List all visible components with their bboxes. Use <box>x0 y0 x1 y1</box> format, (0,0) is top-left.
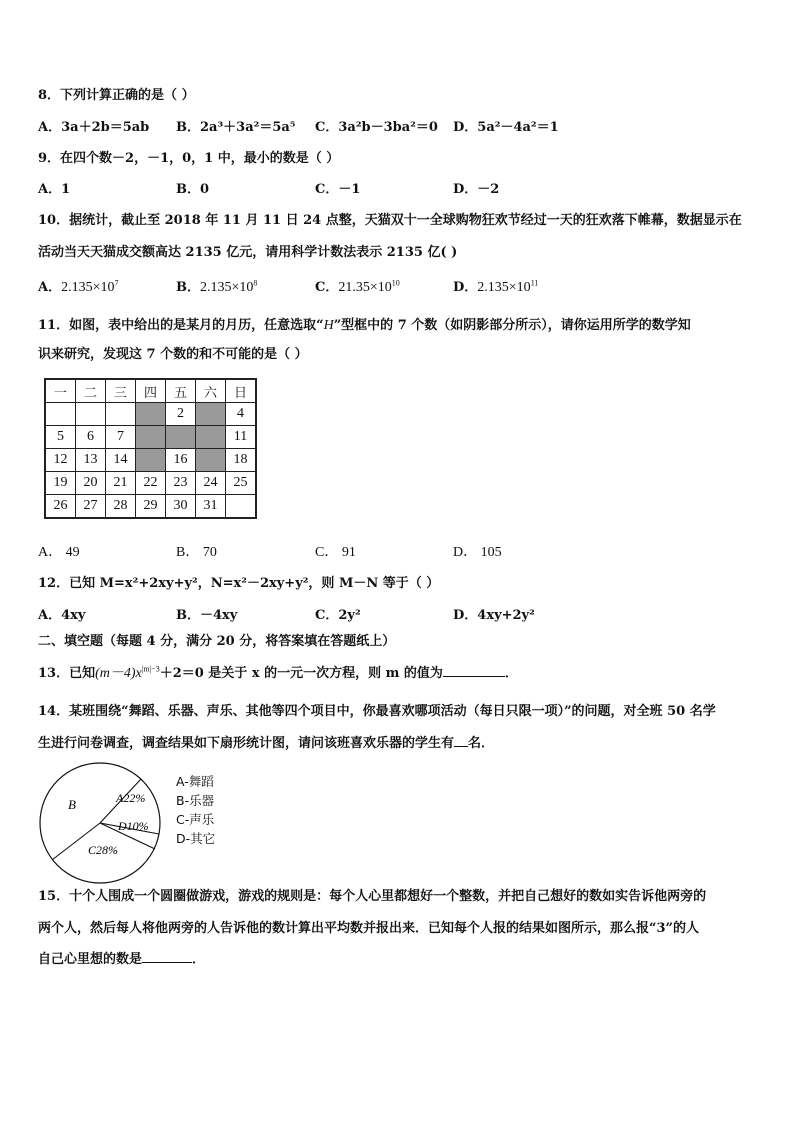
calendar-cell: 31 <box>196 495 226 519</box>
q10-option-b: B．$2.135\times 10^8$ <box>176 278 258 295</box>
calendar-cell: 21 <box>106 472 136 495</box>
calendar-cell: 23 <box>166 472 196 495</box>
legend-item: C-声乐 <box>176 812 215 827</box>
calendar-cell <box>76 403 106 426</box>
calendar-cell-shaded <box>136 426 166 449</box>
calendar-cell-shaded <box>136 449 166 472</box>
calendar-header-cell: 一 <box>45 379 76 403</box>
q14-answer-blank[interactable] <box>454 734 468 747</box>
q12-option-d: D．4xy+2y² <box>453 608 535 623</box>
q11-option-b: B． 70 <box>176 545 217 560</box>
calendar-cell: 13 <box>76 449 106 472</box>
legend-item: D-其它 <box>176 831 216 846</box>
q13-stem: 13．已知$(m-4)x^{|m|-3}+2=0$ 是关于 x 的一元一次方程，则 m 的值为 ． <box>38 664 518 681</box>
calendar-header-cell: 三 <box>106 379 136 403</box>
calendar-cell: 30 <box>166 495 196 519</box>
pie-legend <box>176 772 215 848</box>
q9-option-d: D．－2 <box>453 182 500 197</box>
calendar-cell-shaded <box>136 403 166 426</box>
q15-answer-blank[interactable] <box>142 950 192 963</box>
q11-option-d: D． 105 <box>453 545 502 560</box>
calendar-cell: 26 <box>45 495 76 519</box>
calendar-header-cell: 五 <box>166 379 196 403</box>
calendar-table <box>44 378 257 519</box>
calendar-cell: 2 <box>166 403 196 426</box>
q11-stem-line2: 识来研究，发现这 7 个数的和不可能的是（ ） <box>38 347 308 362</box>
calendar-cell <box>226 495 257 519</box>
calendar-cell: 22 <box>136 472 166 495</box>
calendar-header-cell: 六 <box>196 379 226 403</box>
calendar-cell: 25 <box>226 472 257 495</box>
calendar-cell-shaded <box>196 403 226 426</box>
q12-stem: 12．已知 M=x²+2xy+y²，N=x²－2xy+y²，则 M－N 等于（ ） <box>38 576 440 591</box>
calendar-cell: 16 <box>166 449 196 472</box>
q8-option-a: A．3a＋2b＝5ab <box>38 120 150 135</box>
q12-option-c: C．2y² <box>315 608 361 623</box>
calendar-cell: 29 <box>136 495 166 519</box>
legend-item: B-乐器 <box>176 793 215 808</box>
pie-chart <box>38 761 162 885</box>
q10-stem-line1: 10．据统计，截止至 2018 年 11 月 11 日 24 点整，天猫双十一全球购物狂欢节经过一天的狂欢落下帷幕，数据显示在 <box>38 213 742 228</box>
pie-label-b: B <box>68 797 76 812</box>
calendar-cell: 4 <box>226 403 257 426</box>
calendar-cell: 6 <box>76 426 106 449</box>
calendar-header-cell: 日 <box>226 379 257 403</box>
q11-stem-line1: 11．如图，表中给出的是某月的月历，任意选取“H”型框中的 7 个数（如阴影部分所示），请你运用所学的数学知 <box>38 318 691 333</box>
calendar-cell: 19 <box>45 472 76 495</box>
q15-stem-line3: 自己心里想的数是 ． <box>38 952 206 967</box>
calendar-cell: 14 <box>106 449 136 472</box>
calendar-cell: 12 <box>45 449 76 472</box>
q8-stem: 8．下列计算正确的是（ ） <box>38 88 195 103</box>
q15-stem-line2: 两个人，然后每人将他两旁的人告诉他的数计算出平均数并报出来．已知每个人报的结果如图所示，那么报“3”的人 <box>38 921 700 936</box>
calendar-cell: 28 <box>106 495 136 519</box>
calendar-cell: 24 <box>196 472 226 495</box>
q12-option-b: B．－4xy <box>176 608 238 623</box>
q14-stem-line1: 14．某班围绕“舞蹈、乐器、声乐、其他等四个项目中，你最喜欢哪项活动（每日只限一项）”的问题，对全班 50 名学 <box>38 704 716 719</box>
q8-option-d: D．5a²－4a²＝1 <box>453 120 559 135</box>
calendar-header-cell: 四 <box>136 379 166 403</box>
q12-option-a: A．4xy <box>38 608 86 623</box>
q11-option-c: C． 91 <box>315 545 356 560</box>
calendar-cell: 11 <box>226 426 257 449</box>
calendar-cell-shaded <box>196 449 226 472</box>
q9-stem: 9．在四个数－2，－1，0，1 中，最小的数是（ ） <box>38 151 340 166</box>
pie-label-a: A22% <box>116 791 146 805</box>
q11-option-a: A． 49 <box>38 545 80 560</box>
q10-option-d: D．$2.135\times 10^{11}$ <box>453 278 539 295</box>
q10-option-a: A．$2.135\times 10^7$ <box>38 278 119 295</box>
calendar-cell: 18 <box>226 449 257 472</box>
legend-item: A-舞蹈 <box>176 774 214 789</box>
calendar-cell: 5 <box>45 426 76 449</box>
q13-answer-blank[interactable] <box>443 664 505 677</box>
q9-option-b: B．0 <box>176 182 210 197</box>
calendar-cell <box>106 403 136 426</box>
calendar-cell-shaded <box>166 426 196 449</box>
calendar-header-cell: 二 <box>76 379 106 403</box>
calendar-cell <box>45 403 76 426</box>
q8-option-b: B．2a³＋3a²＝5a⁵ <box>176 120 296 135</box>
q9-option-a: A．1 <box>38 182 71 197</box>
q9-option-c: C．－1 <box>315 182 361 197</box>
section-heading-fill-blank: 二、填空题（每题 4 分，满分 20 分，将答案填在答题纸上） <box>38 634 396 649</box>
pie-label-c: C28% <box>88 843 118 857</box>
q10-stem-line2: 活动当天天猫成交额高达 2135 亿元，请用科学计数法表示 2135 亿( ) <box>38 245 458 260</box>
calendar-cell-shaded <box>196 426 226 449</box>
q14-stem-line2: 生进行问卷调查，调查结果如下扇形统计图，请问该班喜欢乐器的学生有 名． <box>38 736 495 751</box>
calendar-cell: 27 <box>76 495 106 519</box>
q15-stem-line1: 15．十个人围成一个圆圈做游戏，游戏的规则是：每个人心里都想好一个整数，并把自己想好的数如实告诉他两旁的 <box>38 889 707 904</box>
calendar-cell: 20 <box>76 472 106 495</box>
q8-option-c: C．3a²b－3ba²＝0 <box>315 120 438 135</box>
calendar-cell: 7 <box>106 426 136 449</box>
pie-label-d: D10% <box>118 819 149 833</box>
q10-option-c: C．$21.35\times 10^{10}$ <box>315 278 400 295</box>
